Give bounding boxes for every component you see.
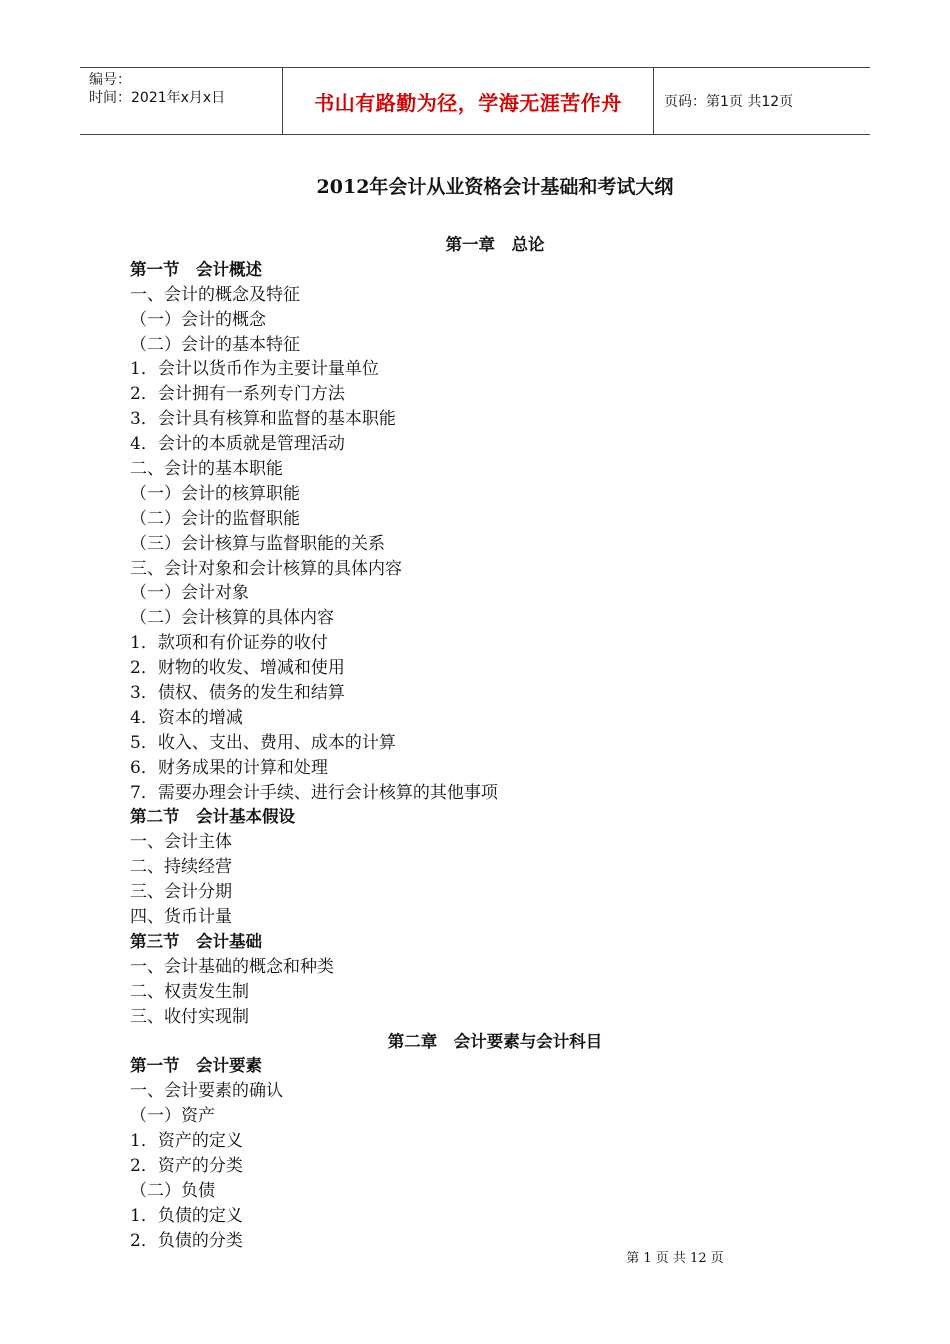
outline-item: 2．负债的分类 (130, 1230, 243, 1251)
outline-item: （二）会计的监督职能 (130, 508, 300, 529)
document-body (130, 233, 850, 1254)
outline-item: 2．资产的分类 (130, 1155, 243, 1176)
outline-item: （二）负债 (130, 1180, 215, 1201)
header-time-label: 时间：2021年x月x日 (89, 90, 226, 106)
outline-item: 一、会计要素的确认 (130, 1081, 283, 1102)
outline-item: 2．财物的收发、增减和使用 (130, 658, 345, 679)
outline-item: （一）会计对象 (130, 583, 249, 604)
header-page-code: 页码：第1页 共12页 (664, 94, 794, 110)
header-meta (80, 68, 282, 134)
outline-item: 一、会计主体 (130, 832, 232, 853)
outline-item: 3．债权、债务的发生和结算 (130, 683, 345, 704)
section-heading: 第二节 会计基本假设 (130, 807, 295, 827)
outline-item: 三、会计分期 (130, 882, 232, 903)
chapter-heading: 第一章 总论 (445, 235, 545, 254)
outline-item: 一、会计的概念及特征 (130, 284, 300, 305)
outline-item: 三、会计对象和会计核算的具体内容 (130, 558, 402, 579)
outline-item: 7．需要办理会计手续、进行会计核算的其他事项 (130, 782, 498, 803)
header-motto: 书山有路勤为径，学海无涯苦作舟 (314, 90, 622, 115)
page-footer: 第 1 页 共 12 页 (626, 1251, 724, 1266)
chapter-heading: 第二章 会计要素与会计科目 (387, 1031, 603, 1051)
outline-item: 4．会计的本质就是管理活动 (130, 434, 345, 455)
section-heading: 第三节 会计基础 (130, 931, 262, 951)
outline-item: 二、会计的基本职能 (130, 459, 283, 480)
outline-item: 2．会计拥有一系列专门方法 (130, 384, 345, 405)
outline-item: 1．款项和有价证券的收付 (130, 633, 328, 654)
outline-item: 1．资产的定义 (130, 1131, 243, 1152)
outline-item: 6．财务成果的计算和处理 (130, 757, 328, 778)
outline-item: 1．负债的定义 (130, 1205, 243, 1226)
outline-item: 二、持续经营 (130, 857, 232, 878)
section-heading: 第一节 会计要素 (130, 1056, 262, 1076)
outline-item: 三、收付实现制 (130, 1006, 249, 1027)
outline-item: 一、会计基础的概念和种类 (130, 956, 334, 977)
outline-item: 四、货币计量 (130, 907, 232, 928)
outline-item: （二）会计的基本特征 (130, 334, 300, 355)
outline-item: 二、权责发生制 (130, 981, 249, 1002)
header-number-label: 编号： (89, 72, 131, 88)
document-title: 2012年会计从业资格会计基础和考试大纲 (316, 176, 674, 198)
outline-item: 1．会计以货币作为主要计量单位 (130, 359, 379, 380)
outline-item: （一）会计的核算职能 (130, 483, 300, 504)
outline-item: （二）会计核算的具体内容 (130, 608, 334, 629)
outline-item: （一）会计的概念 (130, 309, 266, 330)
outline-item: （三）会计核算与监督职能的关系 (130, 533, 385, 554)
outline-item: （一）资产 (130, 1106, 215, 1127)
outline-item: 5．收入、支出、费用、成本的计算 (130, 732, 396, 753)
outline-item: 4．资本的增减 (130, 707, 243, 728)
section-heading: 第一节 会计概述 (130, 259, 262, 279)
page-header (80, 67, 870, 135)
outline-item: 3．会计具有核算和监督的基本职能 (130, 409, 396, 430)
header-motto-cell (282, 68, 654, 134)
